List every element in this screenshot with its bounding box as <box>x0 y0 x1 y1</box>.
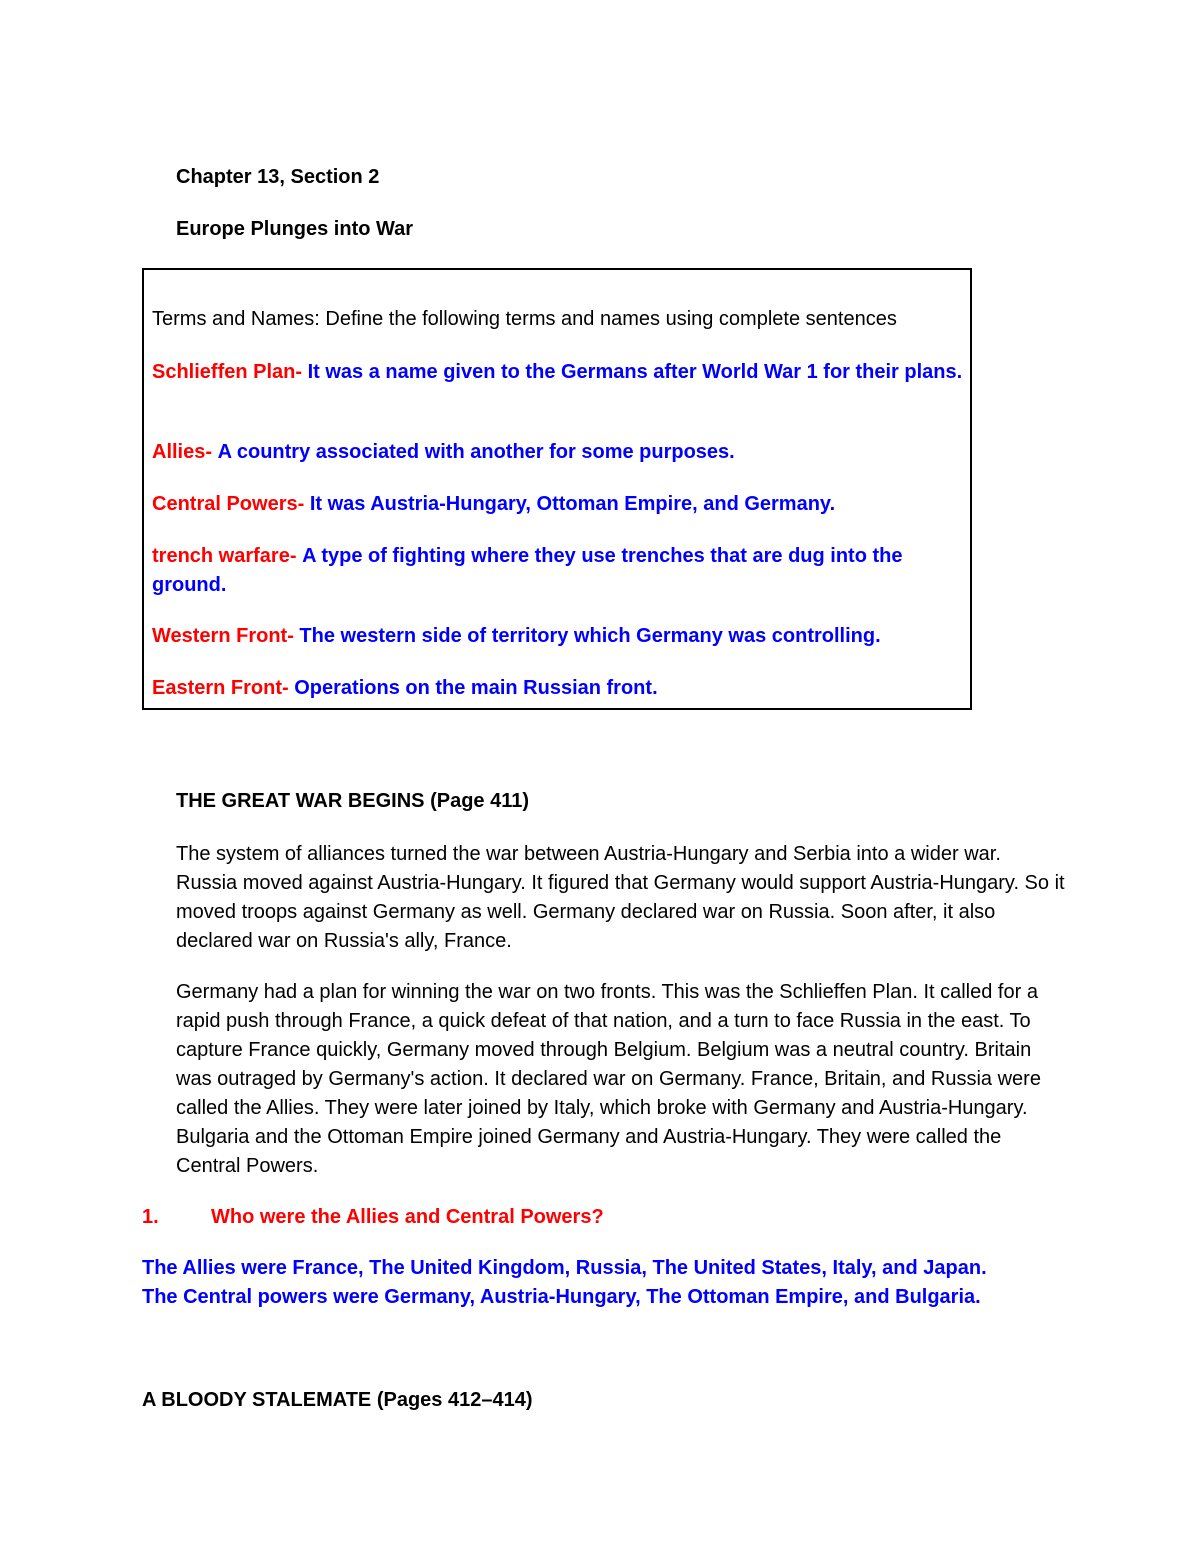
section-heading-great-war: THE GREAT WAR BEGINS (Page 411) <box>176 790 530 812</box>
paragraph: Germany had a plan for winning the war on two fronts. This was the Schlieffen Plan. It called for a rapid push through France, a quick defeat of that nation, and a turn to face Russia in the east. To capture France quickly, Germany moved through Belgium. Belgium was a neutral country. Britain was outraged by Germany's action. It declared war on Germany. France, Britain, and Russia were called the Allies. They were later joined by Italy, which broke with Germany and Austria-Hungary. Bulgaria and the Ottoman Empire joined Germany and Austria-Hungary. They were called the Central Powers. <box>176 981 1041 1177</box>
section-heading-stalemate: A BLOODY STALEMATE (Pages 412–414) <box>142 1389 533 1411</box>
answer-line: The Central powers were Germany, Austria-Hungary, The Ottoman Empire, and Bulgaria. <box>142 1286 981 1308</box>
term-entry-central-powers <box>152 490 967 519</box>
term-definition: Operations on the main Russian front. <box>294 677 658 699</box>
chapter-label: Chapter 13, Section 2 <box>176 166 380 188</box>
term-entry-western-front <box>152 622 967 651</box>
paragraph: The system of alliances turned the war between Austria-Hungary and Serbia into a wider war. Russia moved against Austria-Hungary. It figured that Germany would support Austria-Hungary. So it moved troops against Germany as well. Germany declared war on Russia. Soon after, it also declared war on Russia's ally, France. <box>176 843 1065 952</box>
term-label: Schlieffen Plan- <box>152 361 303 383</box>
question-text: Who were the Allies and Central Powers? <box>211 1206 604 1228</box>
term-label: Eastern Front- <box>152 677 289 699</box>
page-title: Europe Plunges into War <box>176 218 414 240</box>
term-label: Allies- <box>152 441 213 463</box>
answer-line: The Allies were France, The United Kingdom, Russia, The United States, Italy, and Japan. <box>142 1257 987 1279</box>
term-definition: It was Austria-Hungary, Ottoman Empire, and Germany. <box>309 493 836 515</box>
term-entry-allies <box>152 438 967 467</box>
term-definition: A type of fighting where they use trenches that are dug into the ground. <box>152 545 903 596</box>
terms-box <box>142 268 972 710</box>
term-entry-eastern-front <box>152 674 967 703</box>
term-label: Western Front- <box>152 625 294 647</box>
question-number: 1. <box>142 1206 159 1228</box>
term-definition: The western side of territory which Germany was controlling. <box>299 625 881 647</box>
terms-instructions: Terms and Names: Define the following terms and names using complete sentences <box>152 308 897 330</box>
term-definition: A country associated with another for some purposes. <box>217 441 735 463</box>
term-label: Central Powers- <box>152 493 305 515</box>
term-entry-trench-warfare <box>152 542 967 600</box>
question-1 <box>142 1203 604 1232</box>
term-entry-schlieffen-plan <box>152 358 967 387</box>
term-definition: It was a name given to the Germans after World War 1 for their plans. <box>307 361 963 383</box>
term-label: trench warfare- <box>152 545 297 567</box>
